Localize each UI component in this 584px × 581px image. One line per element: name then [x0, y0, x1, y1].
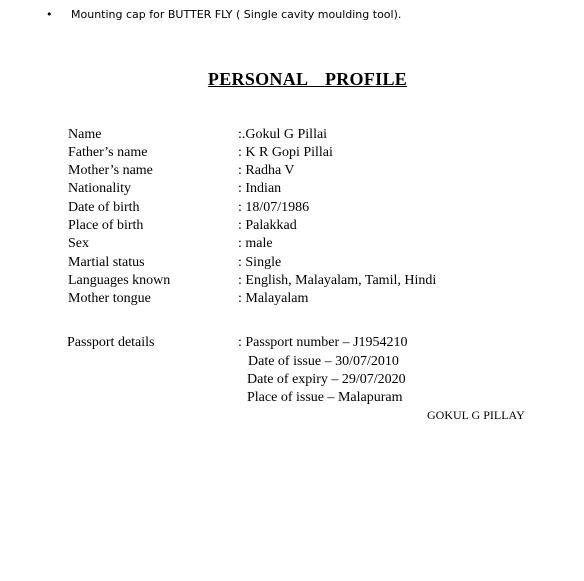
profile-row-name: [0, 127, 584, 145]
marital-status-value: : Single: [238, 255, 282, 270]
father-name-value: : K R Gopi Pillai: [238, 145, 333, 160]
mother-name-value: : Radha V: [238, 163, 295, 178]
sex-label: Sex: [68, 236, 89, 251]
mother-name-label: Mother’s name: [68, 163, 153, 178]
profile-row-mother-tongue: [0, 291, 584, 309]
dob-label: Date of birth: [68, 200, 140, 215]
sex-value: : male: [238, 236, 273, 251]
nationality-value: : Indian: [238, 181, 282, 196]
passport-issue-place: Place of issue – Malapuram: [247, 390, 403, 405]
page-title: PERSONAL PROFILE: [207, 69, 408, 89]
signature-name: GOKUL G PILLAY: [427, 408, 525, 422]
dob-value: : 18/07/1986: [238, 200, 310, 215]
profile-row-languages: [0, 273, 584, 291]
passport-label: Passport details: [67, 335, 155, 350]
profile-row-pob: [0, 218, 584, 236]
name-value: :.Gokul G Pillai: [238, 127, 328, 142]
languages-value: : English, Malayalam, Tamil, Hindi: [238, 273, 437, 288]
bullet-text: Mounting cap for BUTTER FLY ( Single cavity moulding tool).: [71, 8, 402, 21]
profile-row-mother: [0, 163, 584, 181]
profile-row-nationality: [0, 181, 584, 199]
passport-number: : Passport number – J1954210: [238, 335, 408, 350]
profile-row-marital: [0, 255, 584, 273]
father-name-label: Father’s name: [68, 145, 148, 160]
profile-row-sex: [0, 236, 584, 254]
profile-row-father: [0, 145, 584, 163]
languages-label: Languages known: [68, 273, 171, 288]
profile-row-dob: [0, 200, 584, 218]
bullet-line: [46, 8, 401, 21]
name-label: Name: [68, 127, 102, 142]
bullet-point: •: [46, 8, 53, 21]
mother-tongue-value: : Malayalam: [238, 291, 309, 306]
nationality-label: Nationality: [68, 181, 131, 196]
passport-expiry-date: Date of expiry – 29/07/2020: [247, 372, 406, 387]
passport-issue-date: Date of issue – 30/07/2010: [248, 354, 399, 369]
pob-label: Place of birth: [68, 218, 144, 233]
mother-tongue-label: Mother tongue: [68, 291, 151, 306]
pob-value: : Palakkad: [238, 218, 297, 233]
marital-status-label: Martial status: [68, 255, 145, 270]
